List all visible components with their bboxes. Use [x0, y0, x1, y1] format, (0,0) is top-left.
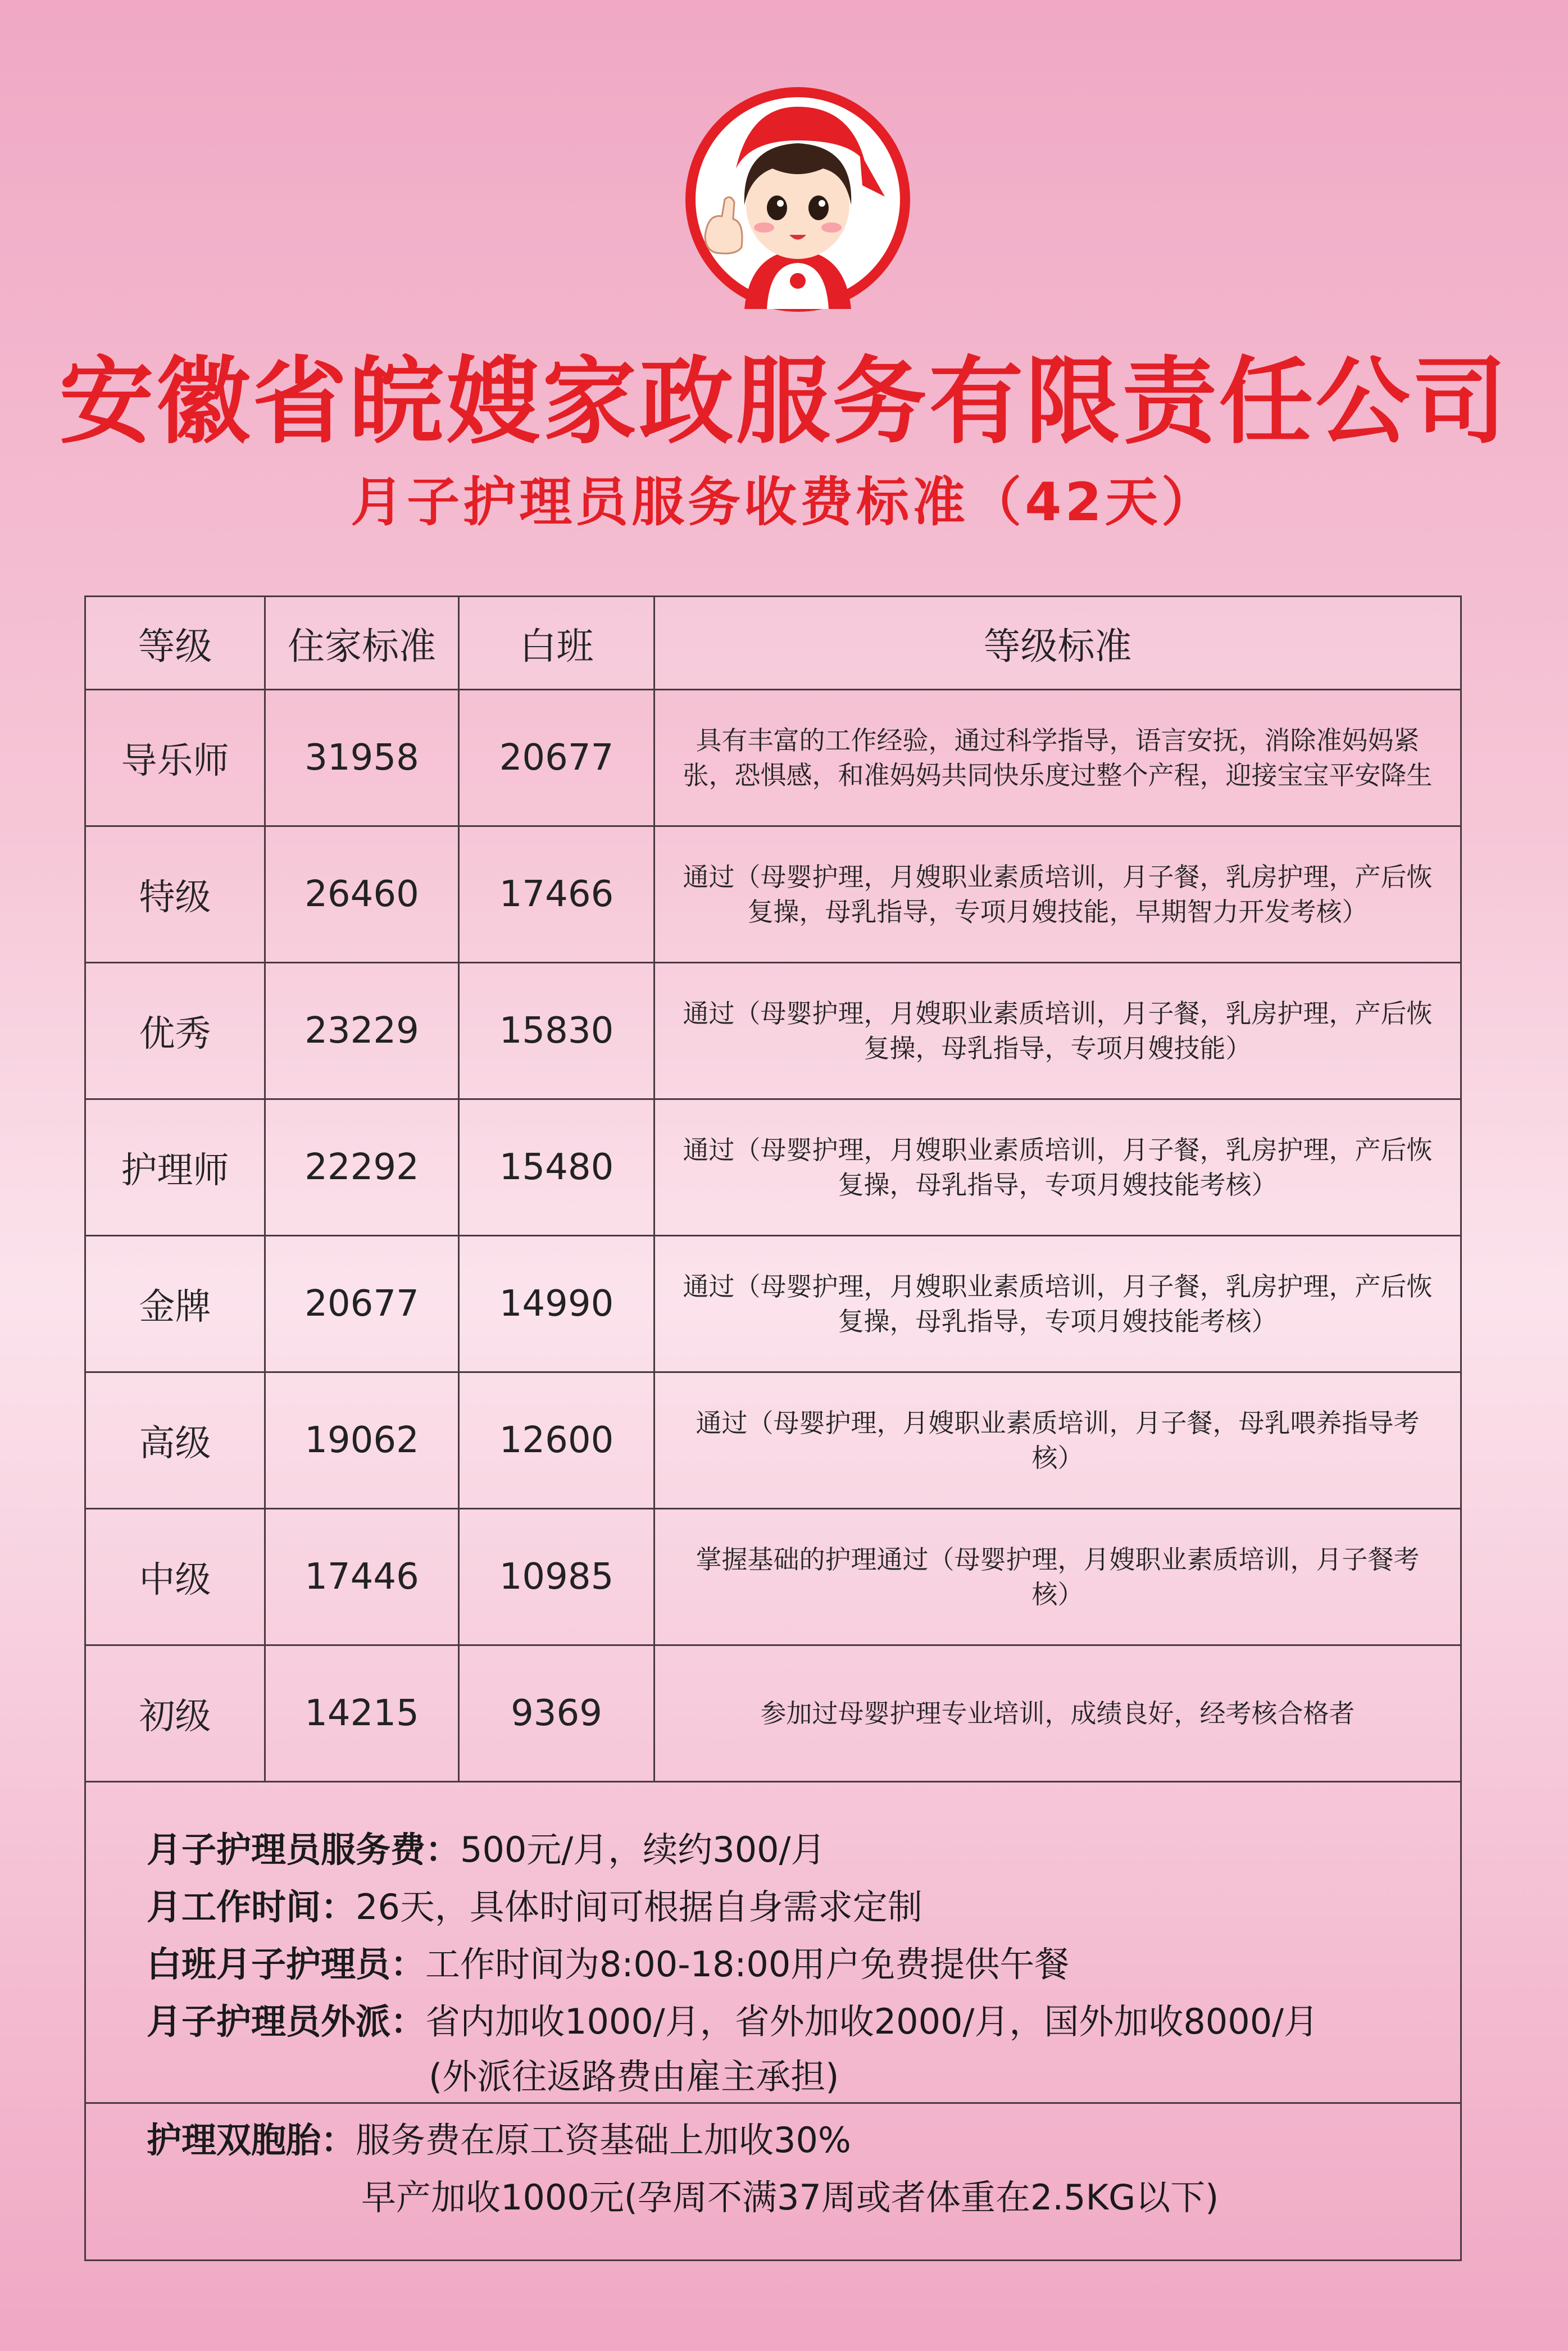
- mascot-logo-icon: [683, 84, 913, 315]
- header-standard: 等级标准: [655, 597, 1461, 690]
- company-name: 安徽省皖嫂家政服务有限责任公司: [59, 347, 1509, 457]
- table-row: [85, 1099, 1461, 1236]
- table-row: [85, 963, 1461, 1099]
- note-label: 白班月子护理员：: [147, 1944, 426, 1985]
- note-service-fee: [147, 1827, 825, 1872]
- cell-level: 初级: [85, 1645, 265, 1782]
- cell-standard: 通过（母婴护理，月嫂职业素质培训，月子餐，乳房护理，产后恢复操，母乳指导，专项月嫂技能考核）: [655, 1236, 1461, 1372]
- header-day-shift: 白班: [459, 597, 655, 690]
- table-row: [85, 690, 1461, 826]
- note-dispatch: [147, 1999, 1319, 2044]
- cell-day-shift: 15830: [459, 963, 655, 1099]
- table-row: [85, 1645, 1461, 1782]
- note-value: 服务费在原工资基础上加收30%: [356, 2120, 851, 2161]
- note-label: 月子护理员外派：: [147, 2001, 426, 2042]
- cell-live-in: 14215: [265, 1645, 459, 1782]
- note-day-shift: [147, 1942, 1069, 1987]
- cell-standard: 参加过母婴护理专业培训，成绩良好，经考核合格者: [655, 1645, 1461, 1782]
- note-label: 护理双胞胎：: [147, 2120, 356, 2161]
- cell-live-in: 22292: [265, 1099, 459, 1236]
- header-level: 等级: [85, 597, 265, 690]
- cell-live-in: 23229: [265, 963, 459, 1099]
- cell-day-shift: 20677: [459, 690, 655, 826]
- cell-day-shift: 14990: [459, 1236, 655, 1372]
- cell-level: 特级: [85, 826, 265, 963]
- table-row: [85, 1509, 1461, 1645]
- table-row: [85, 1372, 1461, 1509]
- header-live-in: 住家标准: [265, 597, 459, 690]
- cell-level: 优秀: [85, 963, 265, 1099]
- note-value: 26天，具体时间可根据自身需求定制: [356, 1886, 922, 1927]
- cell-day-shift: 9369: [459, 1645, 655, 1782]
- cell-day-shift: 12600: [459, 1372, 655, 1509]
- cell-level: 护理师: [85, 1099, 265, 1236]
- note-dispatch-detail: (外派往返路费由雇主承担): [429, 2056, 839, 2097]
- note-label: 月子护理员服务费：: [147, 1829, 461, 1870]
- cell-live-in: 19062: [265, 1372, 459, 1509]
- note-value: 工作时间为8:00-18:00用户免费提供午餐: [425, 1944, 1070, 1985]
- notes-box: [84, 1772, 1462, 2104]
- cell-standard: 通过（母婴护理，月嫂职业素质培训，月子餐，乳房护理，产后恢复操，母乳指导，专项月嫂技能考核）: [655, 1099, 1461, 1236]
- table-header-row: [85, 597, 1461, 690]
- cell-standard: 掌握基础的护理通过（母婴护理，月嫂职业素质培训，月子餐考核）: [655, 1509, 1461, 1645]
- note-value: 省内加收1000/月，省外加收2000/月，国外加收8000/月: [425, 2001, 1319, 2042]
- note-work-time: [147, 1885, 922, 1930]
- cell-live-in: 17446: [265, 1509, 459, 1645]
- fee-table: [84, 595, 1462, 1782]
- cell-day-shift: 10985: [459, 1509, 655, 1645]
- cell-level: 高级: [85, 1372, 265, 1509]
- cell-standard: 通过（母婴护理，月嫂职业素质培训，月子餐，乳房护理，产后恢复操，母乳指导，专项月嫂技能）: [655, 963, 1461, 1099]
- note-label: 月工作时间：: [147, 1886, 356, 1927]
- note-premature: 早产加收1000元(孕周不满37周或者体重在2.5KG以下): [361, 2177, 1219, 2218]
- cell-level: 中级: [85, 1509, 265, 1645]
- cell-day-shift: 15480: [459, 1099, 655, 1236]
- cell-level: 金牌: [85, 1236, 265, 1372]
- cell-standard: 通过（母婴护理，月嫂职业素质培训，月子餐，母乳喂养指导考核）: [655, 1372, 1461, 1509]
- notes-box-lower: [84, 2104, 1462, 2261]
- note-twins: [147, 2118, 851, 2163]
- note-value: 500元/月，续约300/月: [460, 1829, 826, 1870]
- cell-live-in: 20677: [265, 1236, 459, 1372]
- cell-level: 导乐师: [85, 690, 265, 826]
- cell-live-in: 26460: [265, 826, 459, 963]
- table-row: [85, 1236, 1461, 1372]
- cell-standard: 具有丰富的工作经验，通过科学指导，语言安抚，消除准妈妈紧张，恐惧感，和准妈妈共同快乐度过整个产程，迎接宝宝平安降生: [655, 690, 1461, 826]
- page-title: 月子护理员服务收费标准（42天）: [351, 472, 1217, 533]
- cell-day-shift: 17466: [459, 826, 655, 963]
- cell-standard: 通过（母婴护理，月嫂职业素质培训，月子餐，乳房护理，产后恢复操，母乳指导，专项月嫂技能，早期智力开发考核）: [655, 826, 1461, 963]
- table-row: [85, 826, 1461, 963]
- cell-live-in: 31958: [265, 690, 459, 826]
